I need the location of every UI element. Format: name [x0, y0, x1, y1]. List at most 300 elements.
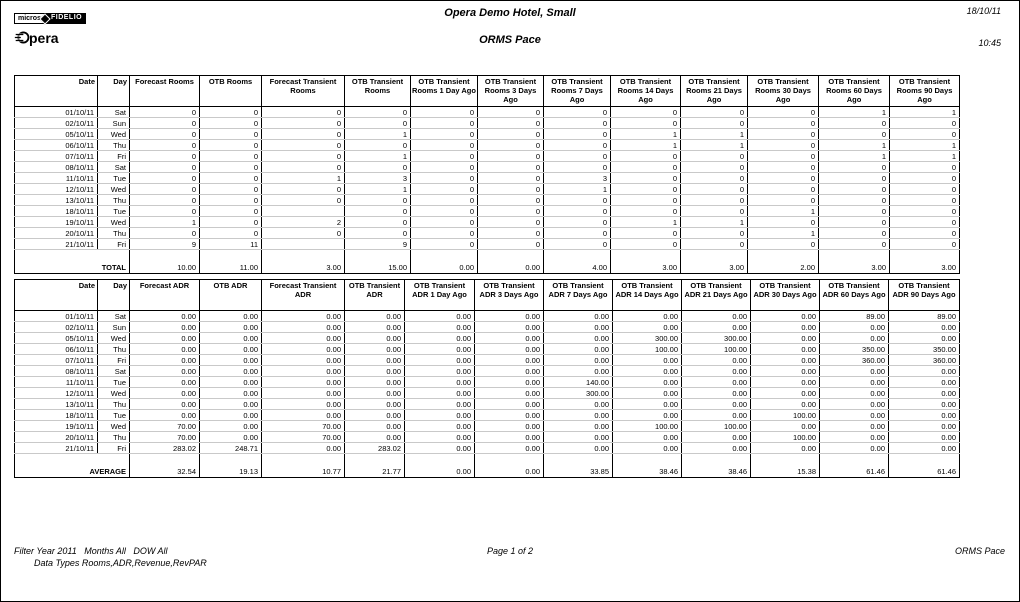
value-cell: 0.00	[405, 443, 475, 454]
report-time: 10:45	[978, 38, 1001, 48]
value-cell: 0	[262, 195, 345, 206]
value-cell: 0.00	[262, 366, 345, 377]
value-cell: 0	[345, 107, 411, 118]
value-cell: 0.00	[200, 432, 262, 443]
value-cell: 100.00	[751, 432, 820, 443]
value-cell: 0	[819, 217, 890, 228]
value-cell: 1	[748, 206, 819, 217]
summary-value: 0.00	[405, 465, 475, 478]
date-cell: 11/10/11	[15, 377, 98, 388]
value-cell: 0	[200, 184, 262, 195]
value-cell: 0.00	[200, 333, 262, 344]
value-cell: 0.00	[751, 377, 820, 388]
value-cell: 0.00	[820, 421, 889, 432]
value-cell: 0	[345, 228, 411, 239]
value-cell: 1	[819, 151, 890, 162]
table-row	[15, 410, 960, 421]
value-cell: 0.00	[405, 410, 475, 421]
summary-value: 3.00	[262, 261, 345, 274]
value-cell: 0.00	[405, 366, 475, 377]
summary-value: 38.46	[613, 465, 682, 478]
day-cell: Fri	[98, 151, 130, 162]
value-cell: 0	[890, 228, 960, 239]
value-cell: 0.00	[405, 344, 475, 355]
column-header: OTB Transient Rooms 7 Days Ago	[544, 76, 611, 107]
table-row	[15, 443, 960, 454]
value-cell: 1	[819, 140, 890, 151]
summary-value: 61.46	[820, 465, 889, 478]
value-cell: 0.00	[200, 311, 262, 322]
value-cell: 0.00	[613, 366, 682, 377]
value-cell: 0	[611, 107, 681, 118]
summary-row	[15, 261, 960, 274]
table-row	[15, 399, 960, 410]
date-cell: 19/10/11	[15, 421, 98, 432]
value-cell: 0	[544, 217, 611, 228]
value-cell: 0.00	[889, 388, 960, 399]
value-cell: 0.00	[405, 311, 475, 322]
value-cell: 11	[200, 239, 262, 250]
date-cell: 12/10/11	[15, 388, 98, 399]
value-cell: 100.00	[682, 421, 751, 432]
value-cell: 0	[611, 151, 681, 162]
value-cell: 0	[411, 206, 478, 217]
date-cell: 12/10/11	[15, 184, 98, 195]
value-cell: 0.00	[130, 311, 200, 322]
value-cell: 0.00	[475, 399, 544, 410]
value-cell: 1	[681, 129, 748, 140]
value-cell: 0	[262, 140, 345, 151]
table-row	[15, 217, 960, 228]
value-cell: 0.00	[682, 443, 751, 454]
value-cell: 0	[411, 173, 478, 184]
value-cell: 0.00	[345, 377, 405, 388]
summary-value: 2.00	[748, 261, 819, 274]
value-cell: 0	[345, 140, 411, 151]
value-cell: 0.00	[544, 322, 613, 333]
value-cell: 0.00	[262, 443, 345, 454]
value-cell: 0.00	[475, 443, 544, 454]
column-header: OTB Rooms	[200, 76, 262, 107]
value-cell: 0	[544, 206, 611, 217]
column-header: OTB Transient Rooms 21 Days Ago	[681, 76, 748, 107]
value-cell: 1	[345, 184, 411, 195]
value-cell: 0.00	[544, 355, 613, 366]
day-cell: Thu	[98, 344, 130, 355]
value-cell: 0.00	[262, 344, 345, 355]
value-cell: 0	[200, 107, 262, 118]
value-cell: 0.00	[405, 432, 475, 443]
value-cell: 0.00	[475, 344, 544, 355]
value-cell: 0	[544, 107, 611, 118]
value-cell: 0	[262, 129, 345, 140]
value-cell: 0	[819, 195, 890, 206]
value-cell: 0	[890, 162, 960, 173]
value-cell: 0.00	[345, 366, 405, 377]
value-cell: 100.00	[682, 344, 751, 355]
value-cell: 0	[411, 184, 478, 195]
value-cell: 0	[748, 184, 819, 195]
summary-value: 4.00	[544, 261, 611, 274]
table-row	[15, 173, 960, 184]
value-cell: 9	[345, 239, 411, 250]
value-cell: 0.00	[820, 432, 889, 443]
value-cell: 0	[200, 206, 262, 217]
summary-value: 10.77	[262, 465, 345, 478]
table-row	[15, 239, 960, 250]
value-cell: 0	[748, 118, 819, 129]
summary-value: 3.00	[819, 261, 890, 274]
value-cell: 0.00	[475, 388, 544, 399]
day-cell: Sat	[98, 311, 130, 322]
value-cell: 0.00	[751, 322, 820, 333]
value-cell: 0.00	[820, 399, 889, 410]
table-row	[15, 377, 960, 388]
value-cell: 3	[544, 173, 611, 184]
value-cell: 0	[681, 151, 748, 162]
value-cell: 0.00	[200, 410, 262, 421]
value-cell: 1	[890, 107, 960, 118]
column-header: OTB Transient ADR 30 Days Ago	[751, 280, 820, 311]
column-header: OTB Transient ADR 14 Days Ago	[613, 280, 682, 311]
value-cell: 0	[411, 228, 478, 239]
column-header: Forecast Transient Rooms	[262, 76, 345, 107]
footer-report-name: ORMS Pace	[954, 546, 1005, 556]
value-cell: 0.00	[682, 355, 751, 366]
value-cell: 0.00	[544, 311, 613, 322]
value-cell: 1	[544, 184, 611, 195]
value-cell: 0.00	[130, 322, 200, 333]
value-cell: 0.00	[820, 333, 889, 344]
value-cell: 0	[262, 184, 345, 195]
value-cell: 0.00	[130, 333, 200, 344]
value-cell: 0	[411, 195, 478, 206]
value-cell: 0.00	[889, 322, 960, 333]
value-cell: 350.00	[889, 344, 960, 355]
footer-page-number: Page 1 of 2	[486, 546, 534, 556]
table-row	[15, 322, 960, 333]
value-cell: 0	[130, 184, 200, 195]
table-row	[15, 195, 960, 206]
value-cell: 0	[890, 173, 960, 184]
day-cell: Wed	[98, 421, 130, 432]
value-cell: 0.00	[200, 421, 262, 432]
value-cell: 0.00	[751, 333, 820, 344]
value-cell: 0	[611, 118, 681, 129]
value-cell: 1	[890, 140, 960, 151]
value-cell: 100.00	[613, 421, 682, 432]
value-cell: 0.00	[544, 410, 613, 421]
value-cell: 0	[890, 195, 960, 206]
value-cell: 0.00	[751, 355, 820, 366]
value-cell: 0	[890, 184, 960, 195]
value-cell: 0	[130, 206, 200, 217]
summary-value: 3.00	[681, 261, 748, 274]
value-cell: 0	[890, 118, 960, 129]
value-cell	[262, 206, 345, 217]
value-cell: 0	[411, 140, 478, 151]
value-cell: 0.00	[751, 311, 820, 322]
value-cell: 0	[611, 184, 681, 195]
table-row	[15, 129, 960, 140]
date-cell: 20/10/11	[15, 432, 98, 443]
value-cell: 0	[544, 162, 611, 173]
value-cell: 9	[130, 239, 200, 250]
summary-label: AVERAGE	[89, 466, 126, 476]
value-cell: 70.00	[130, 432, 200, 443]
value-cell: 0.00	[820, 366, 889, 377]
value-cell: 0	[819, 184, 890, 195]
column-header: Date	[15, 76, 98, 107]
value-cell: 0.00	[130, 366, 200, 377]
column-header: Day	[98, 76, 130, 107]
summary-value: 61.46	[889, 465, 960, 478]
value-cell: 0	[611, 239, 681, 250]
value-cell: 0.00	[889, 421, 960, 432]
date-cell: 19/10/11	[15, 217, 98, 228]
value-cell: 283.02	[345, 443, 405, 454]
value-cell: 0	[411, 107, 478, 118]
column-header: OTB Transient Rooms 3 Days Ago	[478, 76, 544, 107]
value-cell: 0.00	[682, 410, 751, 421]
column-header: OTB Transient ADR 1 Day Ago	[405, 280, 475, 311]
table-row	[15, 388, 960, 399]
value-cell: 0	[200, 217, 262, 228]
value-cell: 1	[681, 140, 748, 151]
value-cell: 0.00	[200, 366, 262, 377]
value-cell: 0.00	[345, 399, 405, 410]
value-cell: 0	[262, 162, 345, 173]
value-cell: 0	[130, 118, 200, 129]
date-cell: 21/10/11	[15, 443, 98, 454]
fidelio-logo-text: FIDELIO	[45, 13, 86, 24]
value-cell: 0	[748, 129, 819, 140]
value-cell: 0.00	[405, 377, 475, 388]
value-cell: 3	[345, 173, 411, 184]
value-cell: 0.00	[820, 377, 889, 388]
value-cell: 0	[611, 195, 681, 206]
value-cell: 0.00	[200, 344, 262, 355]
value-cell: 0.00	[262, 377, 345, 388]
value-cell: 0.00	[613, 311, 682, 322]
spacer-row	[15, 454, 960, 466]
value-cell: 0.00	[682, 399, 751, 410]
table-row	[15, 366, 960, 377]
value-cell: 350.00	[820, 344, 889, 355]
value-cell: 0	[478, 118, 544, 129]
summary-label: TOTAL	[101, 262, 126, 272]
day-cell: Sat	[98, 107, 130, 118]
day-cell: Thu	[98, 195, 130, 206]
value-cell: 0.00	[262, 388, 345, 399]
value-cell: 0.00	[405, 322, 475, 333]
date-cell: 05/10/11	[15, 129, 98, 140]
column-header: OTB Transient ADR	[345, 280, 405, 311]
value-cell: 0.00	[405, 355, 475, 366]
value-cell: 0.00	[820, 443, 889, 454]
value-cell: 0.00	[130, 399, 200, 410]
value-cell: 0	[748, 107, 819, 118]
column-header: OTB Transient ADR 21 Days Ago	[682, 280, 751, 311]
value-cell: 0.00	[889, 432, 960, 443]
value-cell: 0	[611, 228, 681, 239]
value-cell: 0.00	[682, 432, 751, 443]
date-cell: 18/10/11	[15, 206, 98, 217]
value-cell: 0	[478, 184, 544, 195]
column-header: OTB Transient Rooms 30 Days Ago	[748, 76, 819, 107]
value-cell: 0	[478, 140, 544, 151]
value-cell: 0.00	[345, 388, 405, 399]
value-cell: 0	[262, 118, 345, 129]
value-cell: 0.00	[262, 399, 345, 410]
value-cell: 0	[411, 151, 478, 162]
value-cell: 0.00	[262, 311, 345, 322]
value-cell: 0	[748, 173, 819, 184]
date-cell: 06/10/11	[15, 140, 98, 151]
value-cell: 0	[411, 239, 478, 250]
value-cell: 0.00	[682, 377, 751, 388]
rooms-header-row	[15, 76, 960, 107]
table-row	[15, 333, 960, 344]
value-cell: 300.00	[682, 333, 751, 344]
value-cell: 0	[478, 129, 544, 140]
value-cell: 1	[262, 173, 345, 184]
column-header: Date	[15, 280, 98, 311]
value-cell: 0.00	[262, 322, 345, 333]
value-cell: 300.00	[544, 388, 613, 399]
summary-value: 0.00	[411, 261, 478, 274]
table-row	[15, 118, 960, 129]
value-cell: 0	[345, 217, 411, 228]
column-header: Forecast Transient ADR	[262, 280, 345, 311]
table-row	[15, 421, 960, 432]
page-title: ORMS Pace	[479, 34, 541, 46]
value-cell: 0	[748, 151, 819, 162]
date-cell: 13/10/11	[15, 195, 98, 206]
date-cell: 20/10/11	[15, 228, 98, 239]
value-cell: 0	[130, 151, 200, 162]
value-cell: 360.00	[889, 355, 960, 366]
value-cell: 0	[200, 129, 262, 140]
value-cell: 1	[819, 107, 890, 118]
value-cell: 0	[200, 173, 262, 184]
date-cell: 18/10/11	[15, 410, 98, 421]
value-cell: 0.00	[613, 399, 682, 410]
summary-value: 15.38	[751, 465, 820, 478]
day-cell: Sat	[98, 366, 130, 377]
value-cell: 0.00	[200, 388, 262, 399]
value-cell: 0.00	[475, 432, 544, 443]
value-cell: 0	[262, 107, 345, 118]
value-cell: 0	[681, 173, 748, 184]
value-cell: 0	[819, 162, 890, 173]
table-row	[15, 344, 960, 355]
date-cell: 01/10/11	[15, 311, 98, 322]
date-cell: 08/10/11	[15, 162, 98, 173]
date-cell: 05/10/11	[15, 333, 98, 344]
footer-data-types-line: Data Types Rooms,ADR,Revenue,RevPAR	[34, 558, 207, 568]
day-cell: Sun	[98, 322, 130, 333]
value-cell: 0	[544, 151, 611, 162]
day-cell: Tue	[98, 173, 130, 184]
value-cell: 0.00	[130, 355, 200, 366]
value-cell: 0.00	[889, 399, 960, 410]
value-cell: 0	[478, 228, 544, 239]
value-cell: 1	[345, 129, 411, 140]
column-header: Forecast Rooms	[130, 76, 200, 107]
value-cell: 70.00	[262, 432, 345, 443]
value-cell: 0	[411, 217, 478, 228]
value-cell: 0.00	[345, 355, 405, 366]
value-cell: 0.00	[345, 432, 405, 443]
value-cell: 0	[544, 140, 611, 151]
value-cell: 0.00	[820, 322, 889, 333]
column-header: OTB Transient Rooms 60 Days Ago	[819, 76, 890, 107]
value-cell: 1	[748, 228, 819, 239]
summary-value: 33.85	[544, 465, 613, 478]
column-header: OTB Transient Rooms 90 Days Ago	[890, 76, 960, 107]
value-cell: 0	[130, 228, 200, 239]
adr-header-row	[15, 280, 960, 311]
summary-row	[15, 465, 960, 478]
value-cell: 0.00	[613, 432, 682, 443]
value-cell: 0	[130, 173, 200, 184]
value-cell: 2	[262, 217, 345, 228]
summary-value: 15.00	[345, 261, 411, 274]
date-cell: 02/10/11	[15, 322, 98, 333]
value-cell: 283.02	[130, 443, 200, 454]
day-cell: Tue	[98, 206, 130, 217]
date-cell: 07/10/11	[15, 151, 98, 162]
value-cell: 0	[544, 118, 611, 129]
value-cell: 0	[890, 239, 960, 250]
value-cell: 70.00	[262, 421, 345, 432]
value-cell: 0	[478, 195, 544, 206]
value-cell: 0.00	[200, 322, 262, 333]
value-cell: 0	[611, 173, 681, 184]
value-cell: 0	[478, 107, 544, 118]
value-cell: 0.00	[475, 421, 544, 432]
value-cell: 0	[130, 129, 200, 140]
date-cell: 06/10/11	[15, 344, 98, 355]
hotel-name: Opera Demo Hotel, Small	[444, 7, 576, 19]
value-cell: 0	[681, 118, 748, 129]
value-cell: 0.00	[751, 421, 820, 432]
value-cell: 0	[478, 206, 544, 217]
value-cell: 100.00	[751, 410, 820, 421]
table-row	[15, 151, 960, 162]
value-cell: 0.00	[475, 355, 544, 366]
value-cell: 0	[478, 173, 544, 184]
value-cell: 0.00	[475, 410, 544, 421]
value-cell: 0	[544, 239, 611, 250]
table-row	[15, 206, 960, 217]
value-cell: 0	[611, 162, 681, 173]
summary-value: 3.00	[611, 261, 681, 274]
value-cell: 0	[345, 118, 411, 129]
value-cell: 0	[262, 228, 345, 239]
value-cell: 0.00	[405, 399, 475, 410]
value-cell: 0	[819, 118, 890, 129]
value-cell: 0.00	[613, 322, 682, 333]
value-cell: 0	[411, 162, 478, 173]
summary-value: 32.54	[130, 465, 200, 478]
value-cell: 360.00	[820, 355, 889, 366]
value-cell: 0	[819, 228, 890, 239]
value-cell: 0.00	[262, 410, 345, 421]
value-cell: 0.00	[682, 322, 751, 333]
value-cell: 0.00	[345, 410, 405, 421]
